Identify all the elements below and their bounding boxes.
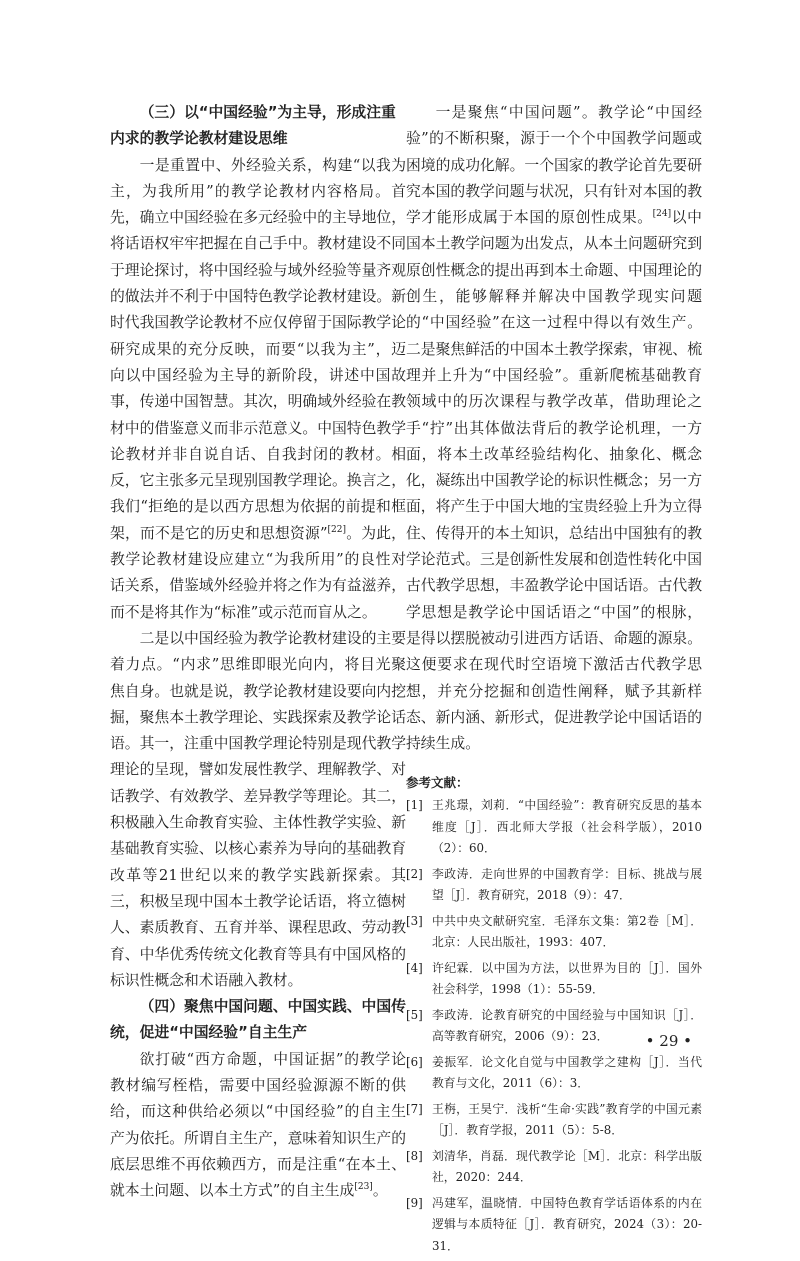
page-number: • 29 • [645, 1032, 692, 1050]
citation-marker: [24] [652, 209, 672, 220]
reference-item: [3] 中共中央文献研究室．毛泽东文集：第2卷［M］．北京：人民出版社，1993：407． [406, 913, 702, 950]
reference-item: [5] 李政涛．论教育研究的中国经验与中国知识［J］．高等教育研究，2006（9）：23． [406, 1007, 702, 1044]
reference-item: [9] 冯建军，温晓情．中国特色教育学话语体系的内在逻辑与本质特征［J］．教育研究，2024（3）：20-31． [406, 1195, 702, 1253]
section-heading-3: （三）以“中国经验”为主导，形成注重内求的教学论教材建设思维 [110, 104, 396, 148]
right-column [406, 100, 702, 1261]
paragraph: 一是重置中、外经验关系，构建“以我为主，为我所用”的教学论教材内容格局。首先，确立中国经验在多元经验中的主导地位，将话语权牢牢把握在自己手中。教材建设不同于理论探讨，将中国经验与域外经验等量齐观的做法并不利于中国特色教学论教材建设。新时代我国教学论教材不应仅停留于国际教学论研究成果的充分反映，而要“以我为主”，迈向以中国经验为主导的新阶段，讲述中国故事，传递中国智慧。其次，明确域外经验在教材中的借鉴意义而非示范意义。中国特色教学论教材并非自说自话、自我封闭的教材。相反，它主张多元呈现别国教学理论。换言之，我们“拒绝的是以西方思想为依据的前提和框架，而不是它的历史和思想资源”[22]。为此，教学论教材建设应建立“为我所用”的良性对话关系，借鉴域外经验并将之作为有益滋养，而不是将其作为“标准”或示范而盲从之。 [110, 156, 406, 621]
section-heading-4: （四）聚焦中国问题、中国实践、中国传统，促进“中国经验”自主生产 [110, 998, 406, 1042]
reference-list [406, 795, 702, 1257]
citation-marker: [22] [327, 524, 346, 535]
reference-item: [1] 王兆璟，刘莉．“中国经验”：教育研究反思的基本维度［J］．西北师大学报（社会科学版），2010（2）：60． [406, 798, 702, 856]
reference-item: [8] 刘清华，肖磊．现代教学论［M］．北京：科学出版社，2020：244． [406, 1148, 702, 1185]
reference-item: [4] 许纪霖．以中国为方法，以世界为目的［J］．国外社会科学，1998（1）：55-59． [406, 960, 702, 997]
paragraph: 欲打破“西方命题，中国证据”的教学论教材编写桎梏，需要中国经验源源不断的供给，而这种供给必须以“中国经验”的自主生产为依托。所谓自主生产，意味着知识生产的底层思维不再依赖西方，而是注重“在本土、就本土问题、以本土方式”的自主生成[23]。 [110, 1050, 406, 1200]
citation-marker: [23] [354, 1182, 373, 1193]
reference-item: [6] 姜振军．论文化自觉与中国教学之建构［J］．当代教育与文化，2011（6）：3． [406, 1054, 702, 1091]
paragraph: 二是以中国经验为教学论教材建设的主要着力点。“内求”思维即眼光向内，将目光聚焦自身。也就是说，教学论教材建设要向内挖掘，聚焦本土教学理论、实践探索及教学论话语。其一，注重中国教学理论特别是现代教学理论的呈现，譬如发展性教学、理解教学、对话教学、有效教学、差异教学等理论。其二，积极融入生命教育实验、主体性教学实验、新基础教育实验、以核心素养为导向的基础教育改革等21世纪以来的教学实践新探索。其三，积极呈现中国本土教学论话语，将立德树人、素质教育、五育并举、课程思政、劳动教育、中华优秀传统文化教育等具有中国风格的标识性概念和术语融入教材。 [110, 629, 406, 989]
references-heading: 参考文献： [406, 775, 469, 791]
reference-item: [2] 李政涛．走向世界的中国教育学：目标、挑战与展望［J］．教育研究，2018（9）：47． [406, 866, 702, 903]
reference-item: [7] 王栴，王昊宁．浅析“生命·实践”教育学的中国元素［J］．教育学报，2011（5）：5-8． [406, 1101, 702, 1138]
left-column [110, 100, 406, 1204]
paragraph: 一是聚焦“中国问题”。教学论“中国经验”的不断积聚，源于一个个中国教学问题或困境的成功化解。一个国家的教学论首先要研究本国的教学问题与状况，只有针对本国的教学才能形成属于本国的原创性成果。[24]以中国本土教学问题为出发点，从本土问题研究到原创性概念的提出再到本土命题、中国理论的创生，能够解释并解决中国教学现实问题的“中国经验”在这一过程中得以有效生产。二是聚焦鲜活的中国本土教学探索，审视、梳理并上升为“中国经验”。重新爬梳基础教育领域中的历次课程与教学改革，借助理论之手“拧”出其体做法背后的教学论机理，一方面，将本土改革经验结构化、抽象化、概念化，凝练出中国教学论的标识性概念；另一方面，将产生于中国大地的宝贵经验上升为立得住、传得开的本土知识，总结出中国独有的教学论范式。三是创新性发展和创造性转化中国古代教学思想，丰盈教学论中国话语。古代教学思想是教学论中国话语之“中国”的根脉，是得以摆脱被动引进西方话语、命题的源泉。这便要求在现代时空语境下激活古代教学思想，并充分挖掘和创造性阐释，赋予其新样态、新内涵、新形式，促进教学论中国话语的持续生成。 [406, 104, 702, 753]
